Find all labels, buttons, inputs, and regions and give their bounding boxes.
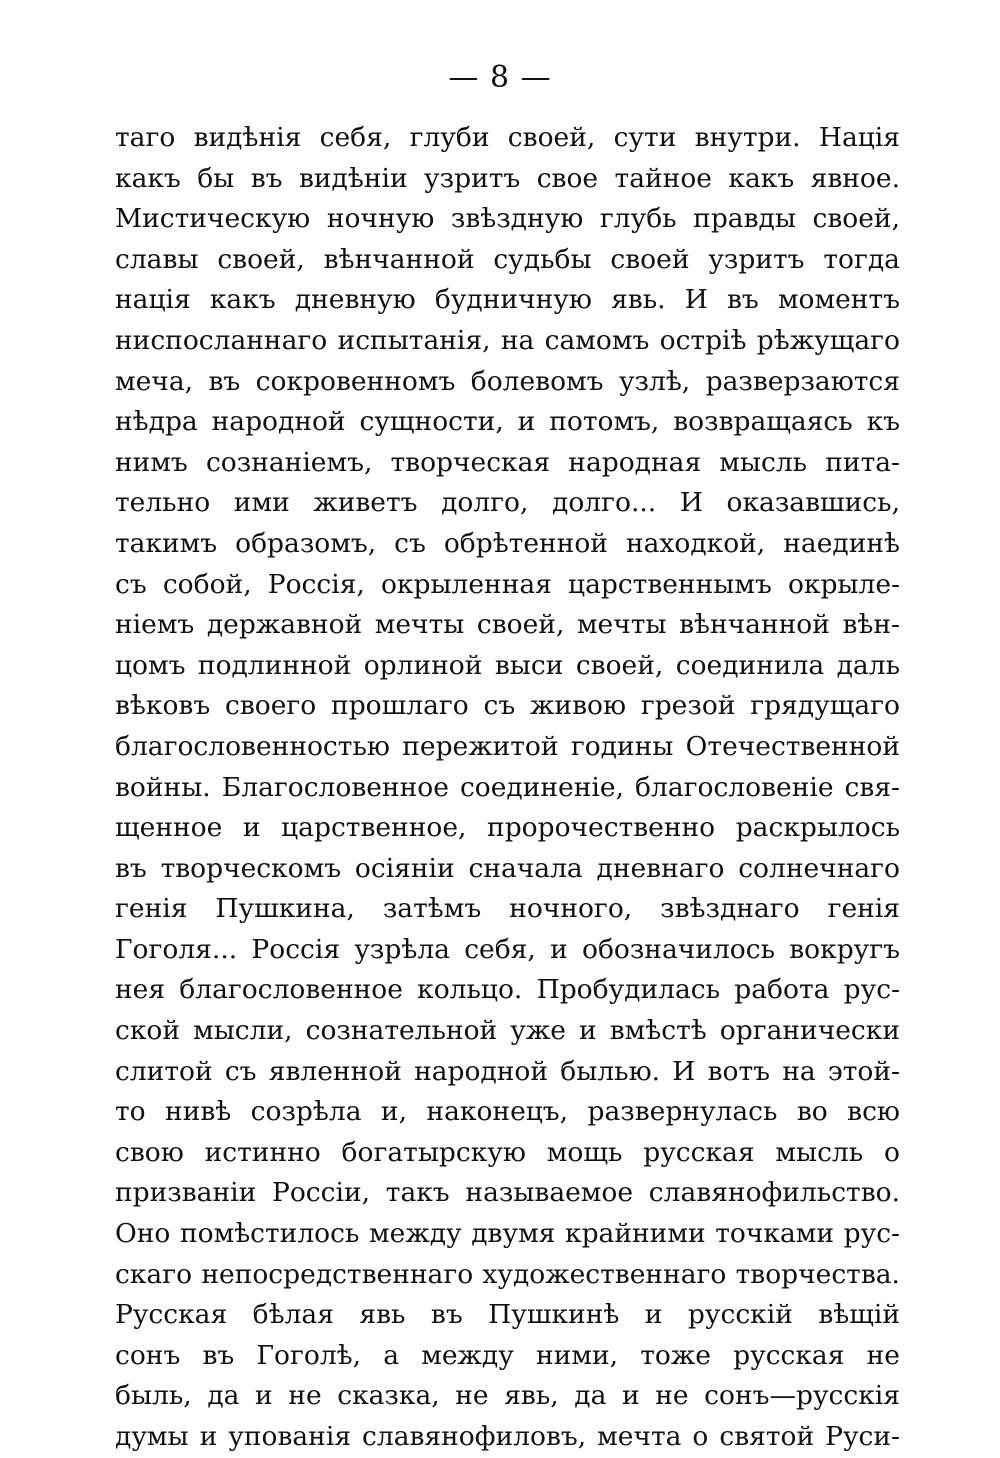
text-line: нѣдра народной сущности, и потомъ, возвращаясь къ	[115, 406, 900, 438]
text-line: такимъ образомъ, съ обрѣтенной находкой, наединѣ	[115, 527, 900, 559]
text-line: Мистическую ночную звѣздную глубь правды своей,	[115, 203, 900, 235]
text-line: свою истинно богатырскую мощь русская мысль о	[115, 1136, 900, 1168]
text-line: призваніи Россіи, такъ называемое славянофильство.	[115, 1177, 900, 1209]
page-number: — 8 —	[448, 60, 552, 95]
text-line: войны. Благословенное соединеніе, благословеніе свя-	[115, 771, 900, 803]
text-line: ской мысли, сознательной уже и вмѣстѣ органически	[115, 1015, 900, 1047]
text-line: таго видѣнія себя, глуби своей, сути внутри. Нація	[115, 122, 900, 153]
text-line: слитой съ явленной народной былью. И вотъ на этой-	[115, 1055, 900, 1087]
text-line: славы своей, вѣнчанной судьбы своей узритъ тогда	[115, 243, 900, 275]
text-line: благословенностью пережитой годины Отечественной	[115, 730, 900, 762]
text-line: въ творческомъ осіяніи сначала дневнаго солнечнаго	[115, 852, 900, 884]
text-line: нимъ сознаніемъ, творческая народная мысль пита-	[115, 446, 900, 478]
text-line: Русская бѣлая явь въ Пушкинѣ и русскій вѣщій	[115, 1299, 900, 1331]
text-line: цомъ подлинной орлиной выси своей, соединила даль	[115, 649, 900, 681]
body-text	[115, 118, 900, 1458]
text-line: Оно помѣстилось между двумя крайними точками рус-	[115, 1218, 900, 1250]
text-line: быль, да и не сказка, не явь, да и не сонъ—русскія	[115, 1380, 900, 1412]
text-line: нація какъ дневную будничную явь. И въ моментъ	[115, 284, 900, 316]
text-line: генія Пушкина, затѣмъ ночного, звѣзднаго генія	[115, 893, 900, 925]
text-line: щенное и царственное, пророчественно раскрылось	[115, 812, 900, 844]
text-line: какъ бы въ видѣніи узритъ свое тайное какъ явное.	[115, 162, 900, 194]
text-line: то нивѣ созрѣла и, наконецъ, развернулась во всю	[115, 1096, 900, 1128]
text-line: ніемъ державной мечты своей, мечты вѣнчанной вѣн-	[115, 609, 900, 641]
text-line: сонъ въ Гоголѣ, а между ними, тоже русская не	[115, 1339, 900, 1371]
text-line: ниспосланнаго испытанія, на самомъ остріѣ рѣжущаго	[115, 324, 900, 356]
text-line: думы и упованія славянофиловъ, мечта о святой Руси-	[115, 1421, 900, 1452]
text-line: нея благословенное кольцо. Пробудилась работа рус-	[115, 974, 900, 1006]
text-line: съ собой, Россія, окрыленная царственнымъ окрыле-	[115, 568, 900, 600]
text-line: скаго непосредственнаго художественнаго творчества.	[115, 1258, 900, 1290]
text-line: меча, въ сокровенномъ болевомъ узлѣ, разверзаются	[115, 365, 900, 397]
text-line: тельно ими живетъ долго, долго... И оказавшись,	[115, 487, 900, 519]
text-line: вѣковъ своего прошлаго съ живою грезой грядущаго	[115, 690, 900, 722]
text-line: Гоголя... Россія узрѣла себя, и обозначилось вокругъ	[115, 933, 900, 965]
